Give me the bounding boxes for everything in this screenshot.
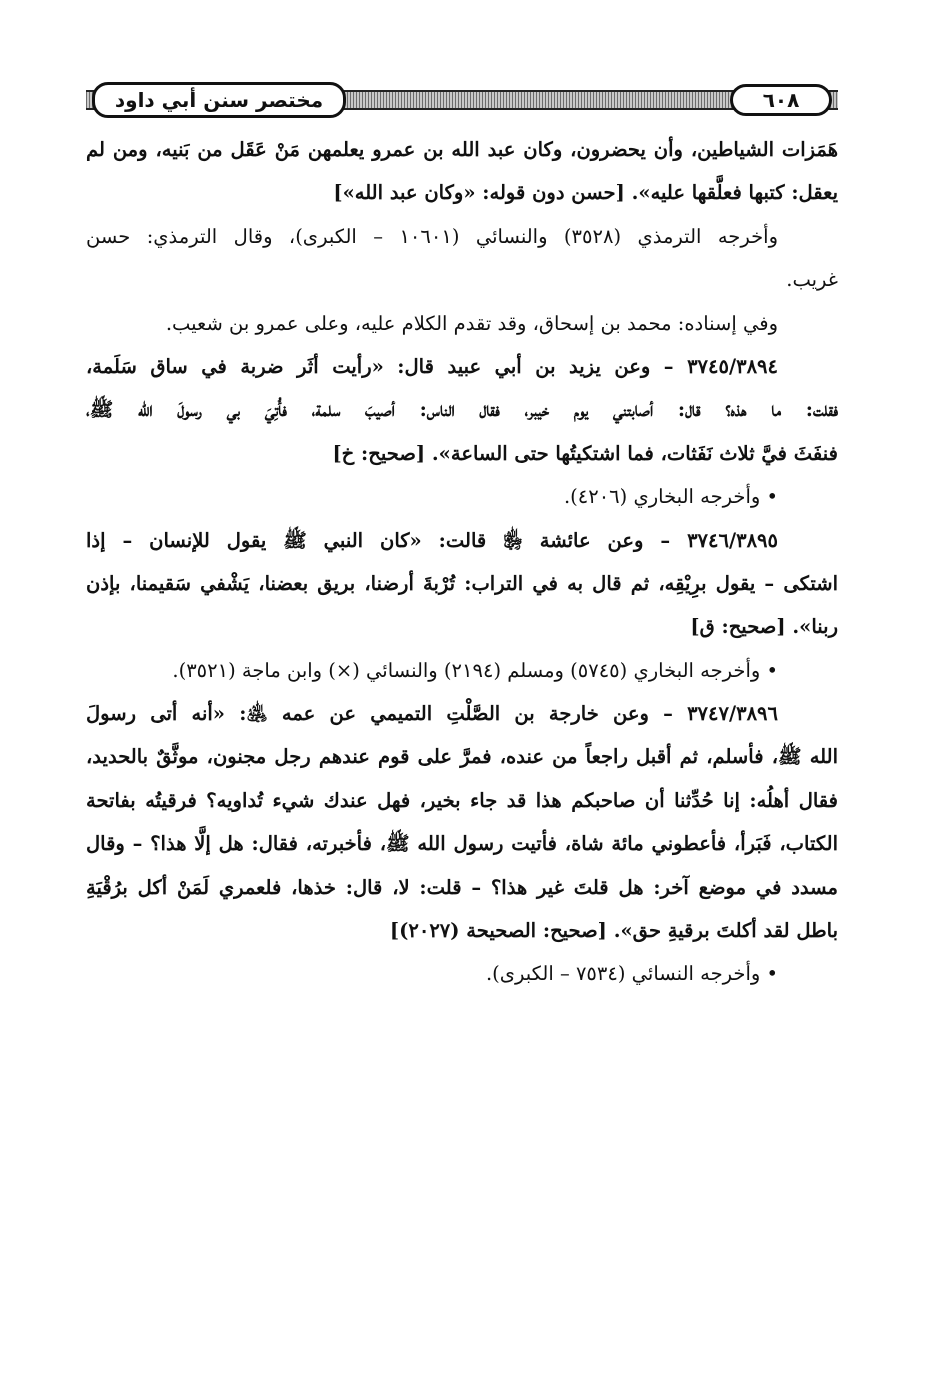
hadith-line: الكتاب، فَبَرأ، فأعطوني مائة شاة، فأتيت رسول الله ﷺ، فأخبرته، فقال: هل إلَّا هذا؟ – وقال (86, 832, 838, 856)
text-line: غريب. (786, 268, 838, 292)
hadith-line: ٣٧٤٧/٣٨٩٦ – وعن خارجة بن الصَّلْتِ التميمي عن عمه ﵁: «أنه أتى رسولَ (86, 702, 778, 726)
hadith-line: اشتكى – يقول برِيْقِه، ثم قال به في التراب: تُرْبةَ أرضنا، بريق بعضنا، يَشْفي سَقيمنا، بإذن (86, 571, 838, 595)
text-line: هَمَزات الشياطين، وأن يحضرون، وكان عبد الله بن عمرو يعلمهن مَنْ عَقَل من بَنيه، ومن لم (86, 138, 838, 161)
takhrij-line: • وأخرجه البخاري (٤٢٠٦). (86, 475, 838, 518)
book-title: مختصر سنن أبي داود (92, 82, 346, 118)
takhrij-line: • وأخرجه البخاري (٥٧٤٥) ومسلم (٢١٩٤) والنسائي (×) وابن ماجة (٣٥٢١). (86, 649, 838, 692)
takhrij-line: • وأخرجه النسائي (٧٥٣٤ – الكبرى). (86, 952, 838, 995)
hadith-line: ٣٧٤٥/٣٨٩٤ – وعن يزيد بن أبي عبيد قال: «رأيت أثَر ضربة في ساق سَلَمة، (86, 354, 778, 378)
hadith-line: ربنا». [صحيح: ق] (690, 615, 838, 639)
hadith-line: باطل لقد أكلتَ برقيةِ حق». [صحيح: الصحيحة (٢٠٢٧)] (389, 919, 838, 943)
hadith-line: الله ﷺ، فأسلم، ثم أقبل راجعاً من عنده، فمرَّ على قوم عندهم رجل مجنون، موثَّقٌ بالحديد، (86, 745, 838, 769)
text-line: وأخرجه الترمذي (٣٥٢٨) والنسائي (١٠٦٠١ – الكبرى)، وقال الترمذي: حسن (86, 224, 778, 248)
hadith-line: فقال أهلُه: إنا حُدِّثنا أن صاحبكم هذا قد جاء بخير، فهل عندك شيء تُداويه؟ فرقيتُه بفاتحة (86, 788, 838, 812)
page-number: ٦٠٨ (730, 84, 832, 116)
hadith-line: مسدد في موضع آخر: هل قلتَ غير هذا؟ – قلت: لا، قال: خذها، فلعمري لَمَنْ أكل برُقْيَةِ (86, 875, 838, 899)
hadith-line: فنفَثَ فيَّ ثلاث نَفَثات، فما اشتكيتُها حتى الساعة». [صحيح: خ] (332, 441, 838, 465)
hadith-line: فقلت: ما هذه؟ قال: أصابتني يوم خيبر، فقال الناس: أصيبَ سلمة، فأُتِيَ بي رسولَ الله ﷺ، (86, 398, 838, 422)
text-body (86, 128, 838, 996)
text-line: وفي إسناده: محمد بن إسحاق، وقد تقدم الكلام عليه، وعلى عمرو بن شعيب. (165, 311, 778, 335)
running-header (86, 82, 838, 118)
text-line: يعقل: كتبها فعلَّقها عليه». [حسن دون قوله: «وكان عبد الله»] (333, 181, 838, 205)
hadith-line: ٣٧٤٦/٣٨٩٥ – وعن عائشة ﵂ قالت: «كان النبي ﷺ يقول للإنسان – إذا (86, 528, 778, 552)
